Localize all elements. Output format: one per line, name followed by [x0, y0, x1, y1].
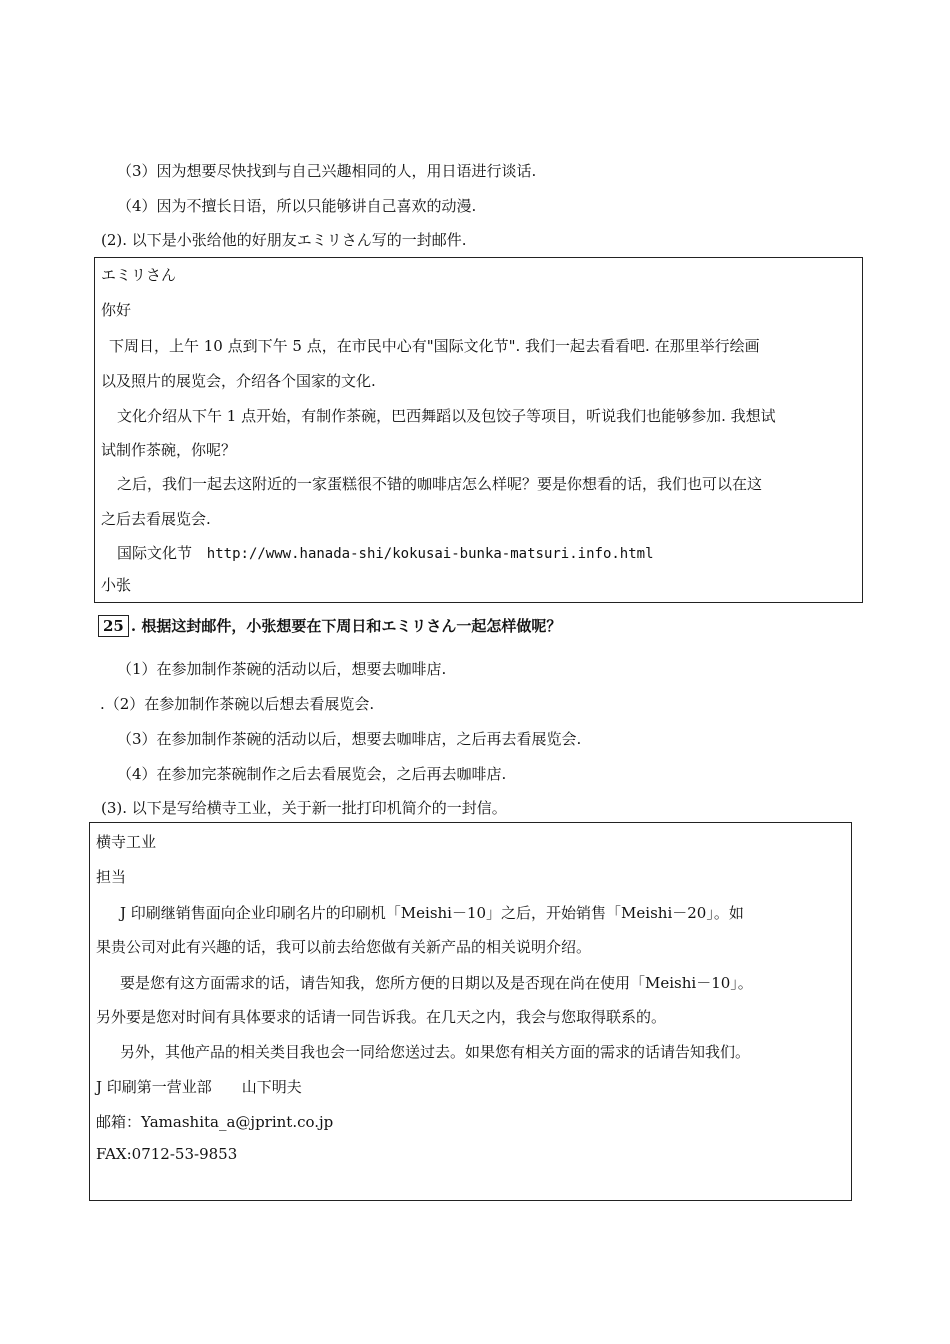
- email-paragraph1-line2: 以及照片的展览会，介绍各个国家的文化.: [101, 372, 376, 390]
- q25-number-box: 25: [98, 615, 129, 637]
- email-greeting: 你好: [101, 301, 132, 319]
- letter-fax: FAX:0712-53-9853: [96, 1145, 238, 1163]
- email-paragraph3-line1: 之后，我们一起去这附近的一家蛋糕很不错的咖啡店怎么样呢？要是你想看的话，我们也可以在这: [117, 475, 763, 493]
- email-paragraph2-line1: 文化介绍从下午 1 点开始，有制作茶碗，巴西舞蹈以及包饺子等项目，听说我们也能够参加. 我想试: [117, 407, 776, 425]
- q25-option-1: （1）在参加制作茶碗的活动以后，想要去咖啡店.: [117, 660, 447, 678]
- email-paragraph3-line2: 之后去看展览会.: [101, 510, 211, 528]
- letter-box: [89, 822, 852, 1201]
- email-link-label: 国际文化节: [117, 544, 193, 562]
- letter-paragraph1-line1: J 印刷继销售面向企业印刷名片的印刷机「Meishi－10」之后，开始销售「Meishi－20」。如: [120, 904, 744, 922]
- letter-attention: 担当: [96, 868, 127, 886]
- section2-intro: (2). 以下是小张给他的好朋友エミリさん写的一封邮件.: [101, 231, 467, 249]
- letter-paragraph3-line1: 另外，其他产品的相关类目我也会一同给您送过去。如果您有相关方面的需求的话请告知我们。: [120, 1043, 751, 1061]
- letter-paragraph2-line2: 另外要是您对时间有具体要求的话请一同告诉我。在几天之内，我会与您取得联系的。: [96, 1008, 667, 1026]
- email-paragraph1-line1: 下周日，上午 10 点到下午 5 点，在市民中心有"国际文化节". 我们一起去看看吧. 在那里举行绘画: [109, 337, 760, 355]
- letter-sender: J 印刷第一营业部 山下明夫: [96, 1078, 302, 1096]
- q25-question-row: [98, 615, 561, 637]
- email-signature: 小张: [101, 576, 132, 594]
- email-recipient: エミリさん: [101, 266, 177, 284]
- email-paragraph2-line2: 试制作茶碗，你呢？: [101, 441, 237, 459]
- section3-intro: (3). 以下是写给横寺工业，关于新一批打印机简介的一封信。: [101, 799, 507, 817]
- email-link-url[interactable]: http://www.hanada-shi/kokusai-bunka-matsuri.info.html: [206, 546, 654, 562]
- q24-option-3: （3）因为想要尽快找到与自己兴趣相同的人，用日语进行谈话.: [117, 162, 537, 180]
- q25-option-4: （4）在参加完茶碗制作之后去看展览会，之后再去咖啡店.: [117, 765, 507, 783]
- q25-option-2: .（2）在参加制作茶碗以后想去看展览会.: [100, 695, 375, 713]
- letter-email: 邮箱：Yamashita_a@jprint.co.jp: [96, 1113, 334, 1131]
- letter-recipient: 横寺工业: [96, 833, 157, 851]
- q25-option-3: （3）在参加制作茶碗的活动以后，想要去咖啡店，之后再去看展览会.: [117, 730, 582, 748]
- email-link-row: [117, 542, 654, 563]
- q24-option-4: （4）因为不擅长日语，所以只能够讲自己喜欢的动漫.: [117, 197, 477, 215]
- q25-question-text: . 根据这封邮件，小张想要在下周日和エミリさん一起怎样做呢？: [130, 617, 562, 635]
- letter-paragraph1-line2: 果贵公司对此有兴趣的话，我可以前去给您做有关新产品的相关说明介绍。: [96, 938, 592, 956]
- letter-paragraph2-line1: 要是您有这方面需求的话，请告知我，您所方便的日期以及是否现在尚在使用「Meishi－10」。: [120, 974, 753, 992]
- email-box: [94, 257, 863, 603]
